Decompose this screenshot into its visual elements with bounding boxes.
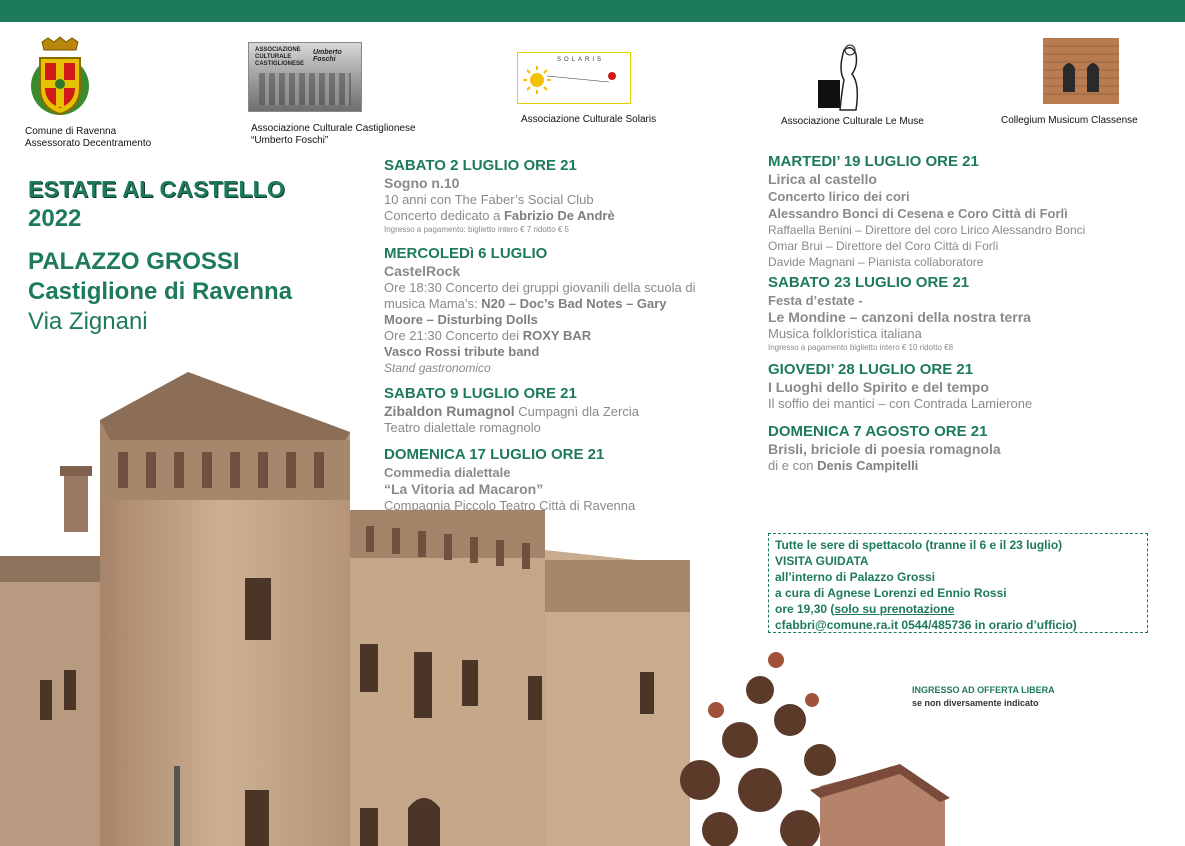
event-ticket-info: Ingresso a pagamento: biglietto intero € 7 ridotto € 5	[384, 225, 570, 234]
event-text: musica Mama’s:	[384, 296, 482, 311]
le-muse-logo	[816, 40, 866, 112]
event-title-line	[384, 403, 734, 420]
event-28-luglio	[768, 361, 1158, 412]
event-title: Sogno n.10	[384, 175, 460, 191]
event-line	[384, 208, 734, 224]
logo-inner-text: Umberto Foschi	[313, 49, 342, 63]
event-subtitle: Festa d’estate -	[768, 293, 863, 308]
event-line: 10 anni con The Faber’s Social Club	[384, 192, 594, 207]
event-19-luglio	[768, 153, 1158, 270]
event-title: “La Vitoria ad Macaron”	[384, 481, 544, 497]
event-line: Musica folkloristica italiana	[768, 326, 922, 341]
caption-line: Associazione Culturale Castiglionese	[251, 123, 416, 134]
solaris-logo	[517, 52, 631, 104]
venue-name: PALAZZO GROSSI	[28, 248, 240, 275]
event-line	[384, 296, 734, 312]
event-line: Raffaella Benini – Direttore del coro Lirico Alessandro Bonci	[768, 223, 1086, 237]
collegium-logo	[1043, 38, 1119, 104]
event-date: DOMENICA 17 LUGLIO ORE 21	[384, 446, 605, 463]
event-text: di e con	[768, 458, 818, 473]
logo-caption-comune	[25, 126, 151, 150]
free-entry-note	[912, 684, 1055, 710]
event-date: SABATO 23 LUGLIO ORE 21	[768, 274, 970, 291]
event-line	[768, 458, 1158, 474]
free-entry-line: se non diversamente indicato	[912, 698, 1039, 708]
guide-line: Tutte le sere di spettacolo (tranne il 6 e il 23 luglio)	[775, 538, 1063, 552]
event-band: Vasco Rossi tribute band	[384, 344, 540, 359]
guide-line: all’interno di Palazzo Grossi	[775, 570, 936, 584]
event-title: I Luoghi dello Spirito e del tempo	[768, 379, 989, 395]
event-bands: Moore – Disturbing Dolls	[384, 312, 538, 327]
booking-note: solo su prenotazione	[834, 602, 955, 616]
event-date: MERCOLEDì 6 LUGLIO	[384, 245, 548, 262]
solaris-inner-text: SOLARIS	[557, 57, 605, 63]
event-line	[384, 312, 734, 328]
event-17-luglio	[384, 446, 734, 514]
castiglionese-logo	[248, 42, 362, 112]
contact-line[interactable]: cfabbri@comune.ra.it 0544/485736 in orario d’ufficio)	[775, 618, 1077, 632]
logo-caption-castiglionese	[251, 123, 416, 147]
event-line: Stand gastronomico	[384, 361, 491, 375]
venue-town: Castiglione di Ravenna	[28, 278, 293, 305]
event-date: GIOVEDI’ 28 LUGLIO ORE 21	[768, 361, 974, 378]
event-date: DOMENICA 7 AGOSTO ORE 21	[768, 423, 988, 440]
event-company: Cumpagnì dla Zercia	[514, 404, 639, 419]
event-title: Brisli, briciole di poesia romagnola	[768, 441, 1001, 457]
event-title: Lirica al castello	[768, 171, 877, 187]
event-date: SABATO 9 LUGLIO ORE 21	[384, 385, 577, 402]
logo-inner-text: ASSOCIAZIONE CULTURALE CASTIGLIONESE	[255, 47, 305, 67]
caption-line: “Umberto Foschi”	[251, 135, 329, 146]
town-sketch	[259, 73, 351, 105]
guide-line: a cura di Agnese Lorenzi ed Ennio Rossi	[775, 586, 1007, 600]
event-line: Compagnia Piccolo Teatro Città di Ravenna	[384, 498, 636, 513]
event-line: Ore 18:30 Concerto dei gruppi giovanili della scuola di	[384, 280, 696, 295]
event-text: Ore 21:30 Concerto dei	[384, 328, 523, 343]
event-line: Omar Brui – Direttore del Coro Città di Forlì	[768, 239, 999, 253]
event-date: MARTEDI’ 19 LUGLIO ORE 21	[768, 153, 979, 170]
event-bands: N20 – Doc’s Bad Notes – Gary	[481, 296, 667, 311]
comune-ravenna-crest	[28, 36, 92, 120]
venue-street: Via Zignani	[28, 308, 148, 335]
event-title: Zibaldon Rumagnol	[384, 403, 515, 419]
guide-text: ore 19,30 (	[775, 602, 835, 616]
event-line: Davide Magnani – Pianista collaboratore	[768, 255, 984, 269]
top-color-bar	[0, 0, 1185, 22]
event-artist: Fabrizio De Andrè	[503, 208, 615, 223]
guide-line: VISITA GUIDATA	[775, 554, 869, 568]
guide-line	[775, 601, 1141, 617]
free-entry-line: INGRESSO AD OFFERTA LIBERA	[912, 685, 1055, 695]
event-9-luglio	[384, 385, 734, 436]
caption-line: Assessorato Decentramento	[25, 138, 152, 149]
caption-line: Collegium Musicum Classense	[1001, 115, 1138, 126]
event-7-agosto	[768, 423, 1158, 474]
event-23-luglio	[768, 274, 1158, 353]
event-subtitle: Concerto lirico dei cori	[768, 189, 910, 204]
event-band: ROXY BAR	[522, 328, 592, 343]
event-line: Il soffio dei mantici – con Contrada Lamierone	[768, 396, 1033, 411]
event-subtitle: Alessandro Bonci di Cesena e Coro Città di Forlì	[768, 206, 1068, 221]
event-text: Concerto dedicato a	[384, 208, 504, 223]
logo-caption-solaris	[521, 114, 656, 126]
event-line	[384, 344, 734, 360]
logo-caption-le-muse	[781, 116, 924, 128]
event-artist: Denis Campitelli	[817, 458, 919, 473]
event-subtitle: Commedia dialettale	[384, 465, 511, 480]
event-title: Le Mondine – canzoni della nostra terra	[768, 309, 1031, 325]
event-title: CastelRock	[384, 263, 461, 279]
caption-line: Associazione Culturale Solaris	[521, 114, 657, 125]
event-year: 2022	[28, 205, 82, 232]
logo-caption-collegium	[1001, 115, 1138, 127]
event-ticket-info: Ingresso a pagamento biglietto intero € 10 ridotto €8	[768, 343, 954, 352]
event-date: SABATO 2 LUGLIO ORE 21	[384, 157, 577, 174]
caption-line: Associazione Culturale Le Muse	[781, 116, 924, 127]
event-6-luglio	[384, 245, 734, 376]
guided-tour-box	[768, 533, 1148, 633]
event-series-title: ESTATE AL CASTELLO	[28, 176, 286, 202]
event-2-luglio	[384, 157, 734, 235]
caption-line: Comune di Ravenna	[25, 126, 117, 137]
event-line	[384, 328, 734, 344]
event-line: Teatro dialettale romagnolo	[384, 420, 541, 435]
